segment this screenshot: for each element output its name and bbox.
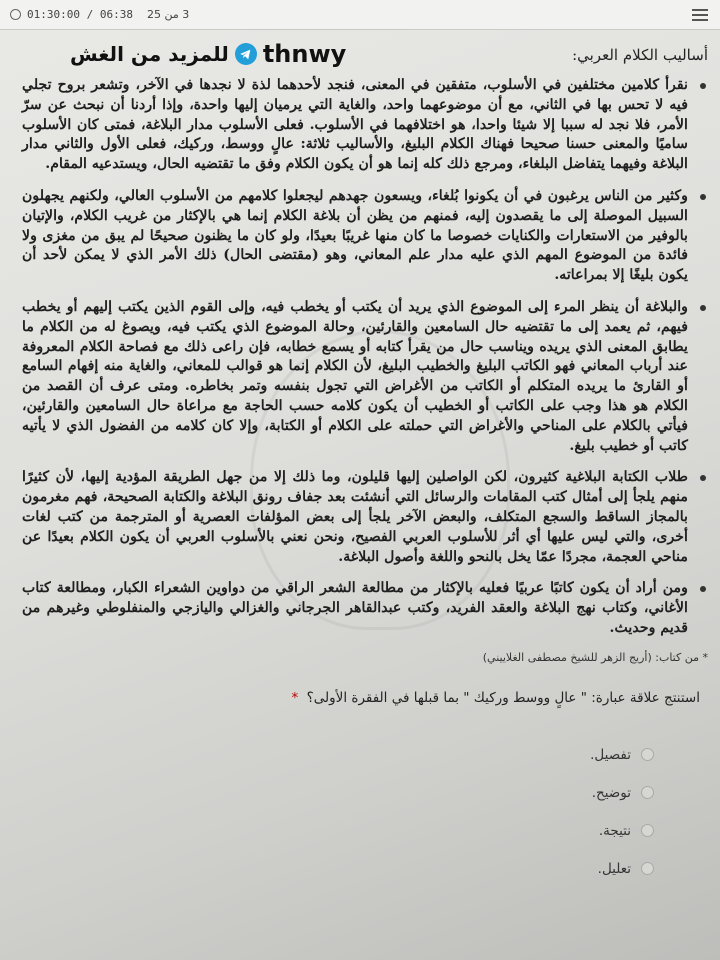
- answer-option[interactable]: [22, 812, 710, 850]
- bullet-icon: [700, 83, 706, 89]
- menu-icon[interactable]: [692, 9, 708, 21]
- top-status-bar: [0, 0, 720, 30]
- bullet-icon: [700, 475, 706, 481]
- article-source: * من كتاب: (أريج الزهر للشيخ مصطفى الغلاييني): [482, 650, 708, 664]
- paragraph-text: نقرأ كلامين مختلفين في الأسلوب، متفقين في المعنى، فنجد لأحدهما لذة لا نجدها في الآخر، وتشعر بروح تجلي فيه لا تحس بها في الثاني، مع أن موضوعهما واحد، والغاية التي يرميان إليها واحدة، وإذا أردنا أن نبحث عن سرّ الأمر، فلا نجد له سببا إلا شيئا واحدا، هو اختلافهما في الأسلوب. فعلى الأسلوب مدار البلاغة، فمتى كان الأسلوب ساميًا والمعنى حسنا صحيحا فهناك الكلام البليغ، والأساليب ثلاثة: عالٍ ووسط، وركيك، فعلى الأول والثاني مدار البلاغة وفيهما يتفاضل البلغاء، ومرجع ذلك كله إنما هو أن يكون الكلام وفق ما تقتضيه الحال، ويستدعيه المقام.: [22, 77, 688, 173]
- article-paragraph: [22, 579, 710, 638]
- exam-timer: 01:30:00 / 06:38: [27, 8, 133, 21]
- article-heading: أساليب الكلام العربي:: [572, 46, 708, 64]
- answer-option[interactable]: [22, 850, 710, 888]
- article-paragraph: [22, 298, 710, 456]
- article-paragraph: [22, 468, 710, 567]
- question-content: [22, 40, 710, 888]
- option-label: تفصيل.: [590, 746, 631, 763]
- radio-button[interactable]: [641, 786, 654, 799]
- paragraph-text: طلاب الكتابة البلاغية كثيرون، لكن الواصلين إليها قليلون، وما ذلك إلا من جهل الطريقة المؤدية إليها، لأن كثيرًا منهم يلجأ إلى أمثال كتب المقامات والرسائل التي أنشئت بعد جفاف رونق البلاغة والكتابة الصحيحة، فهم مغرمون بالمجاز الساقط والسجع المتكلف، والبعض الآخر يلجأ إلى بعض المؤلفات العصرية أو المترجمة من كتب لغات أخرى، والتي ليس عليها أي أثر للأسلوب العربي الفصيح، ونحن نعني بالأسلوب العربي أن يكون الكلام بعيدًا عن مناحي العجمة، مجردًا عمّا يخل بالنحو واللغة وأصول البلاغة.: [22, 469, 688, 565]
- clock-icon: [10, 9, 21, 20]
- option-label: توضيح.: [591, 784, 631, 801]
- page-indicator: 3 من 25: [146, 8, 190, 21]
- question-prompt: [22, 690, 710, 706]
- watermark-text: للمزيد من الغش: [70, 42, 229, 66]
- article-paragraph: [22, 187, 710, 286]
- watermark-brand: thnwy: [262, 40, 347, 68]
- bullet-icon: [700, 194, 706, 200]
- radio-button[interactable]: [641, 748, 654, 761]
- question-text: استنتج علاقة عبارة: " عالٍ ووسط وركيك " بما قبلها في الفقرة الأولى؟: [306, 689, 700, 706]
- option-label: نتيجة.: [598, 822, 631, 839]
- paragraph-text: والبلاغة أن ينظر المرء إلى الموضوع الذي يريد أن يكتب أو يخطب فيه، وإلى القوم الذين يكتب إليهم أو يخطب فيهم، ثم يعمد إلى ما تقتضيه حال السامعين والقارئين، وحالة الموضوع الذي يكتب فيه، ويصوغ له من الكلام ما يطابق المعنى الذي يريده ويناسب حال من يقرأ كتابه أو يسمع خطابه، فإن راعى ذلك مع فصاحة الكلام المعروفة عند أرباب المعاني فهو الكاتب البليغ والخطيب البليغ، لأن الكلام إنما هو قوالب للمعاني، والغاية منه إفهام السامع أو القارئ ما يريده المتكلم أو الكاتب من الأغراض التي تجول بنفسه وتمر بخاطره. ومتى عرف أن القصد من الكلام هو هذا وجب على الكاتب أو الخطيب أن يكون كلامه حسب الحاجة مع مراعاة حال السامعين والقارئين، فيأتي بالكلام على المناحي والأغراض التي حملته على الكلام أو الكتابة، وإلا كان كلامه من الفضول الذي لا يأتيه كاتب أو خطيب بليغ.: [22, 298, 688, 454]
- required-mark: *: [291, 689, 299, 706]
- paragraph-text: ومن أراد أن يكون كاتبًا عربيًا فعليه بالإكثار من مطالعة الشعر الراقي من دواوين الشعراء الكبار، ومطالعة كتاب الأغاني، وكتاب نهج البلاغة والعقد الفريد، وكتب عبدالقاهر الجرجاني والغزالي واليازجي والمنفلوطي وغيرهم من قديم وحديث.: [22, 580, 688, 636]
- bullet-icon: [700, 305, 706, 311]
- answer-option[interactable]: [22, 774, 710, 812]
- article-paragraph: [22, 76, 710, 175]
- answer-option[interactable]: [22, 736, 710, 774]
- radio-button[interactable]: [641, 824, 654, 837]
- bullet-icon: [700, 586, 706, 592]
- option-label: تعليل.: [597, 860, 631, 877]
- paragraph-text: وكثير من الناس يرغبون في أن يكونوا بُلغاء، ويسعون جهدهم ليجعلوا كلامهم من الأسلوب العالي، ولكنهم يجهلون السبيل الموصلة إلى ما يقصدون إليه، فمنهم من يظن أن بلاغة الكلام إنما هي بالإكثار من غريب الكلام، والإتيان بالوفير من الاستعارات والكنايات خصوصا ما كان منها غريبًا بعيدًا، ولو كان ما يظنون صحيحًا لم يبق من مغزى ولا فائدة من الموضوع المهم الذي عليه مدار علم المعاني، وهو (مقتضى الحال) ذلك الأمر الذي لا يمكن لأحد أن يكون بليغًا إلا بمراعاته.: [22, 187, 688, 284]
- radio-button[interactable]: [641, 862, 654, 875]
